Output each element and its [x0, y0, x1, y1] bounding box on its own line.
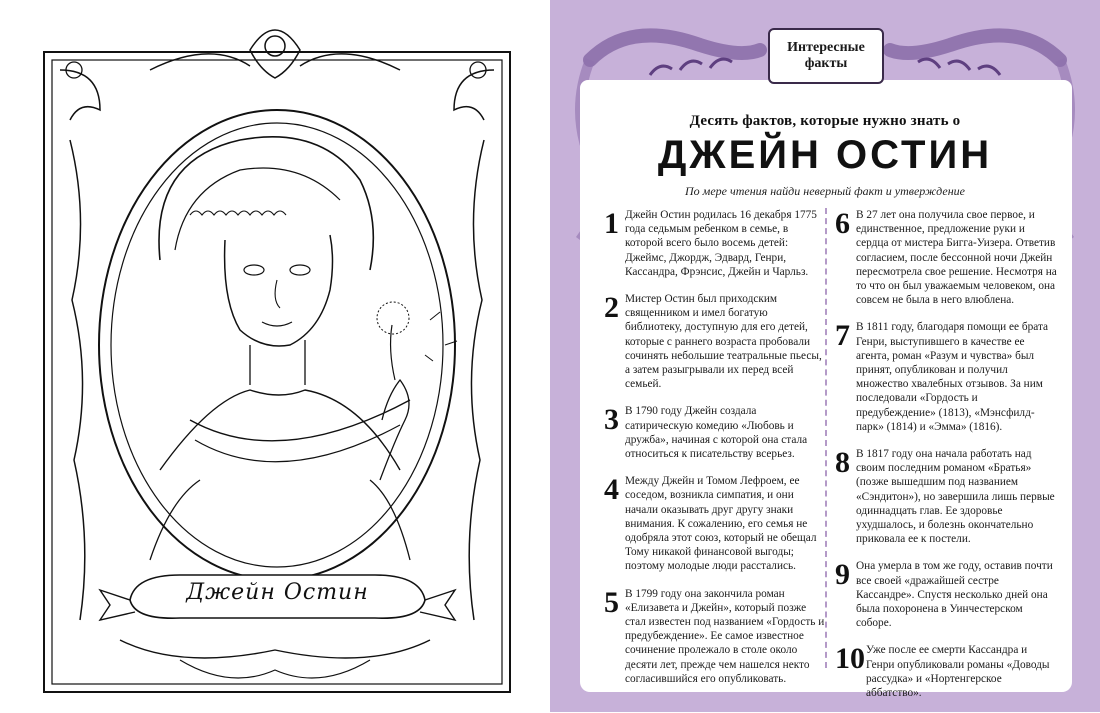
fact-item	[835, 643, 1057, 700]
fact-text: В 1799 году она закончила роман «Елизавета и Джейн», который позже стал известен под названием «Гордость и предубеждение». Ее самое известное сочинение пролежало в столе около десяти лет, прежде чем нашелся некто согласившийся его опубликовать.	[625, 587, 825, 685]
fact-text: Джейн Остин родилась 16 декабря 1775 года седьмым ребенком в семье, в которой всего было восемь детей: Джеймс, Джордж, Эдвард, Генри, Кассандра, Фрэнсис, Джейн и Чарльз.	[625, 209, 817, 278]
section-badge	[768, 28, 884, 84]
fact-number: 10	[835, 642, 865, 676]
left-page	[0, 0, 550, 712]
fact-number: 5	[604, 585, 619, 619]
fact-number: 1	[604, 207, 619, 240]
fact-number: 2	[604, 291, 619, 325]
fact-text: Она умерла в том же году, оставив почти все своей «дражайшей сестре Кассандре». Спустя несколько дней она была похоронена в Уинчестерском соборе.	[856, 560, 1053, 630]
fact-text: В 1811 году, благодаря помощи ее брата Генри, выступившего в качестве ее агента, роман «Разум и чувства» был принят, опубликован и получил множество хвалебных отзывов. За ним последовали «Гордость и предубеждение» (1813), «Мэнсфилд-парк» (1814) и «Эмма» (1816).	[856, 321, 1049, 433]
fact-item	[835, 320, 1057, 434]
fact-text: Между Джейн и Томом Лефроем, ее соседом, возникла симпатия, и они начали оказывать друг другу знаки внимания. К сожалению, его семья не одобряла этот союз, который не обещал Тому никакой финансовой выгоды; поэтому молодые люди расстались.	[625, 475, 817, 573]
portrait-caption: Джейн Остин	[186, 580, 369, 605]
fact-item	[604, 474, 826, 573]
fact-item	[604, 587, 826, 686]
fact-item	[604, 292, 826, 391]
fact-item	[835, 559, 1057, 630]
fact-number: 3	[604, 403, 619, 437]
fact-item	[835, 447, 1057, 546]
instruction-text: По мере чтения найди неверный факт и утверждение	[685, 184, 965, 198]
facts-column-right	[835, 208, 1057, 713]
fact-number: 4	[604, 473, 619, 507]
fact-text: В 1790 году Джейн создала сатирическую комедию «Любовь и дружба», начиная с которой она стала относиться к писательству всерьез.	[625, 405, 808, 461]
facts-column-left	[604, 208, 826, 699]
fact-item	[604, 208, 826, 279]
fact-item	[604, 404, 826, 461]
fact-number: 9	[835, 558, 850, 592]
fact-number: 7	[835, 319, 850, 353]
fact-text: Мистер Остин был приходским священником и имел богатую библиотеку, доступную для его детей, которые с раннего возраста пробовали сочинять небольшие театральные пьесы, а затем разыгрывали их перед всей семьей.	[625, 293, 822, 391]
badge-line-2: факты	[804, 56, 848, 71]
fact-number: 8	[835, 446, 850, 480]
fact-item	[835, 208, 1057, 307]
badge-line-1: Интересные	[787, 40, 865, 55]
fact-number: 6	[835, 207, 850, 240]
page-subtitle: Десять фактов, которые нужно знать о	[689, 113, 961, 129]
portrait-illustration	[0, 0, 550, 712]
right-page	[550, 0, 1100, 712]
fact-text: В 1817 году она начала работать над своим последним романом «Братья» (позже вышедшим под названием «Сэндитон»), но завершила лишь первые одиннадцать глав. Ее здоровье ухудшалось, и болезнь окончательно приковала ее к постели.	[856, 448, 1055, 546]
fact-text: Уже после ее смерти Кассандра и Генри опубликовали романы «Доводы рассудка» и «Нортенгерское аббатство».	[866, 644, 1050, 700]
fact-text: В 27 лет она получила свое первое, и единственное, предложение руки и сердца от мистера Бигга-Уизера. Ответив согласием, после бессонной ночи Джейн пересмотрела свое решение. Несмотря на то что он был уважаемым человеком, она совсем не была в него влюблена.	[856, 209, 1057, 307]
page-title: ДЖЕЙН ОСТИН	[657, 133, 993, 177]
